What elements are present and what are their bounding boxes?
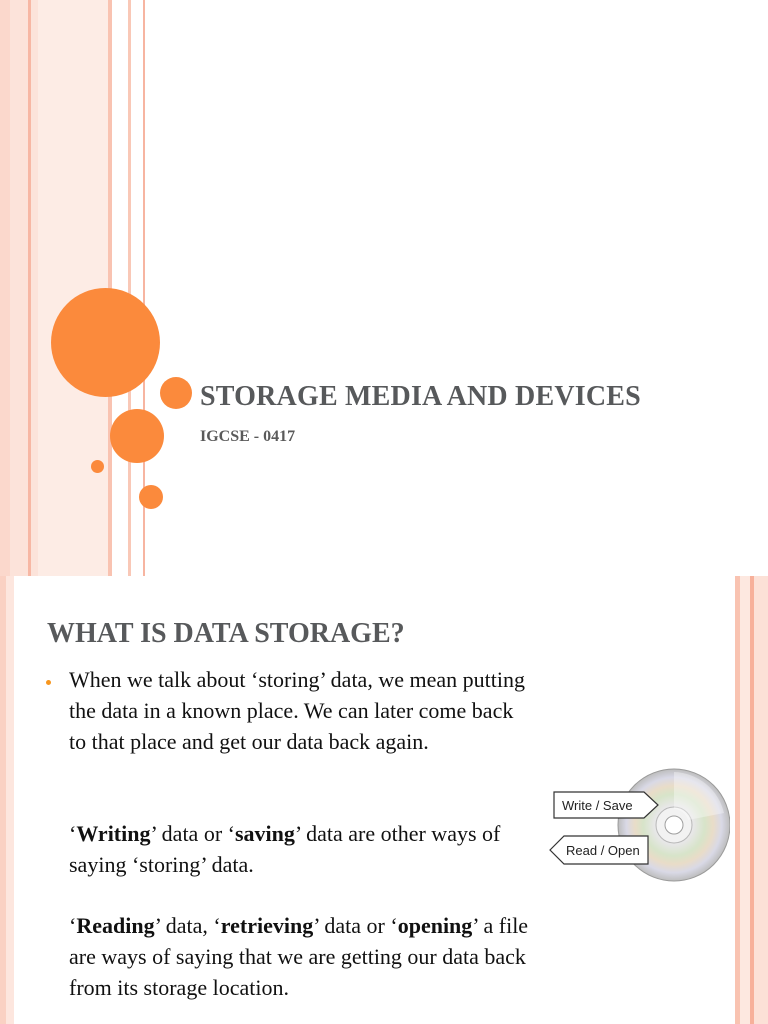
write-save-arrow: [554, 792, 658, 818]
write-save-label: Write / Save: [562, 798, 633, 813]
decorative-stripe: [754, 576, 768, 1024]
cd-read-write-figure: [548, 768, 730, 884]
bullet-paragraph: ‘Reading’ data, ‘retrieving’ data or ‘opening’ a file are ways of saying that we are getting our data back from its storage location.: [69, 913, 529, 1000]
bullet-icon: [46, 680, 51, 685]
read-open-arrow: [550, 836, 648, 864]
read-open-label: Read / Open: [566, 843, 640, 858]
decorative-stripe: [10, 0, 38, 576]
content-slide: [0, 576, 768, 1024]
slide-title: WHAT IS DATA STORAGE?: [47, 618, 405, 649]
decorative-circle: [160, 377, 192, 409]
decorative-circle: [110, 409, 164, 463]
emphasis-term: Reading: [76, 913, 155, 938]
decorative-stripe: [6, 576, 14, 1024]
emphasis-term: saving: [234, 821, 295, 846]
slide-title: STORAGE MEDIA AND DEVICES: [200, 381, 641, 412]
emphasis-term: opening: [397, 913, 473, 938]
decorative-circle: [139, 485, 163, 509]
decorative-stripe: [740, 576, 750, 1024]
decorative-circle: [51, 288, 160, 397]
slide-subtitle: IGCSE - 0417: [200, 428, 296, 445]
decorative-stripe: [0, 0, 10, 576]
decorative-stripe: [128, 0, 131, 576]
decorative-circle: [91, 460, 104, 473]
emphasis-term: Writing: [76, 821, 151, 846]
bullet-paragraph: When we talk about ‘storing’ data, we mean putting the data in a known place. We can later come back to that place and get our data back again.: [69, 667, 525, 754]
emphasis-term: retrieving: [220, 913, 314, 938]
decorative-stripe: [28, 0, 31, 576]
bullet-paragraph: ‘Writing’ data or ‘saving’ data are other ways of saying ‘storing’ data.: [69, 821, 501, 877]
